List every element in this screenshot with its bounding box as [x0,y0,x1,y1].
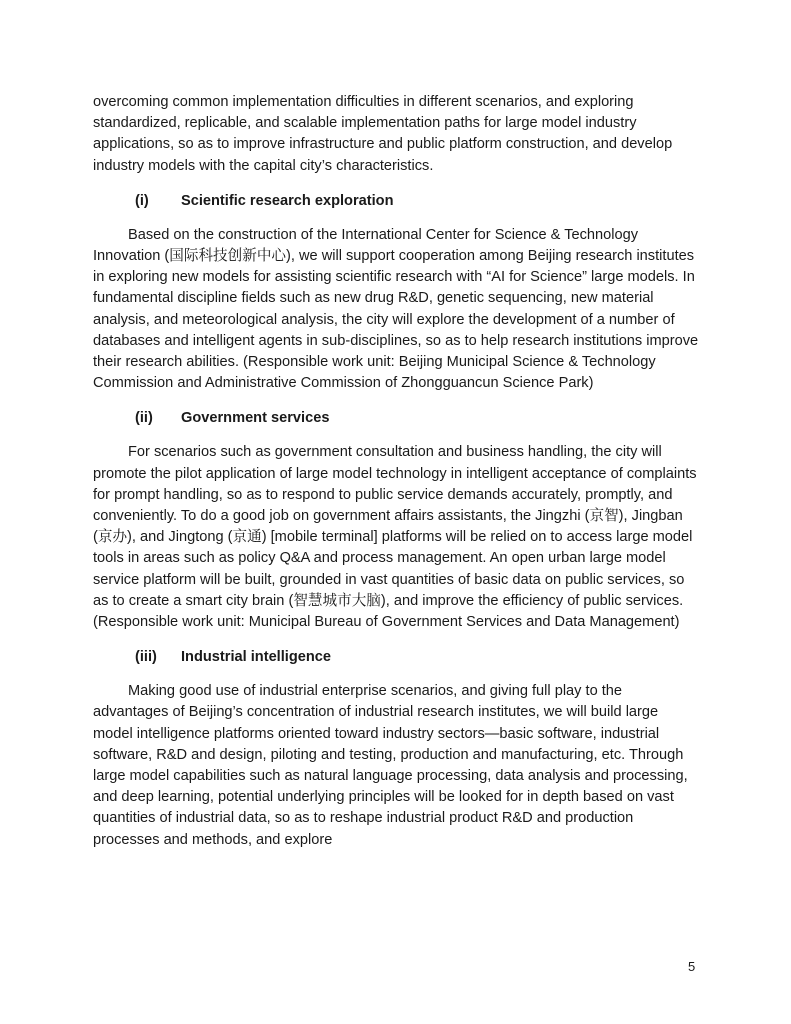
section-body-iii: Making good use of industrial enterprise scenarios, and giving full play to the advantages of Beijing’s concentration of industrial research institutes, we will build large model intelligence platforms oriented toward industry sectors—basic software, industrial software, R&D and design, piloting and testing, production and manufacturing, etc. Through large model capabilities such as natural language processing, data analysis and processing, and deep learning, potential underlying principles will be looked for in depth based on vast quantities of industrial data, so as to reshape industrial product R&D and production processes and methods, and explore [93,683,688,848]
section-number: (ii) [135,410,153,427]
section-heading-ii [93,408,699,429]
section-number: (i) [135,192,149,209]
section-heading-iii [93,647,699,668]
section-title: Scientific research exploration [181,192,394,209]
intro-paragraph: overcoming common implementation difficulties in different scenarios, and exploring standardized, replicable, and scalable implementation paths for large model industry applications, so as to improve infrastructure and public platform construction, and develop industry models with the capital city’s characteristics. [93,94,673,174]
section-number: (iii) [135,649,157,666]
section-title: Industrial intelligence [181,649,332,666]
document-page [93,92,699,851]
section-body-i: Based on the construction of the International Center for Science & Technology Innovation (国际科技创新中心), we will support cooperation among Beijing research institutes in exploring new models for assisting scientific research with “AI for Science” large models. In fundamental discipline fields such as new drug R&D, genetic sequencing, new material analysis, and meteorological analysis, the city will explore the development of a number of databases and intelligent agents in sub-disciplines, so as to help research institutions improve their research abilities. (Responsible work unit: Beijing Municipal Science & Technology Commission and Administrative Commission of Zhongguancun Science Park) [93,226,699,392]
section-body-ii: For scenarios such as government consultation and business handling, the city will promote the pilot application of large model technology in intelligent acceptance of complaints for prompt handling, so as to respond to public service demands accurately, promptly, and conveniently. To do a good job on government affairs assistants, the Jingzhi (京智), Jingban (京办), and Jingtong (京通) [mobile terminal] platforms will be relied on to access large model tools in areas such as policy Q&A and process management. An open urban large model service platform will be built, grounded in vast quantities of basic data on public services, so as to create a smart city brain (智慧城市大脑), and improve the efficiency of public services. (Responsible work unit: Municipal Bureau of Government Services and Data Management) [93,444,697,631]
section-heading-i [93,191,699,212]
page-number: 5 [688,959,696,974]
section-title: Government services [181,410,330,427]
